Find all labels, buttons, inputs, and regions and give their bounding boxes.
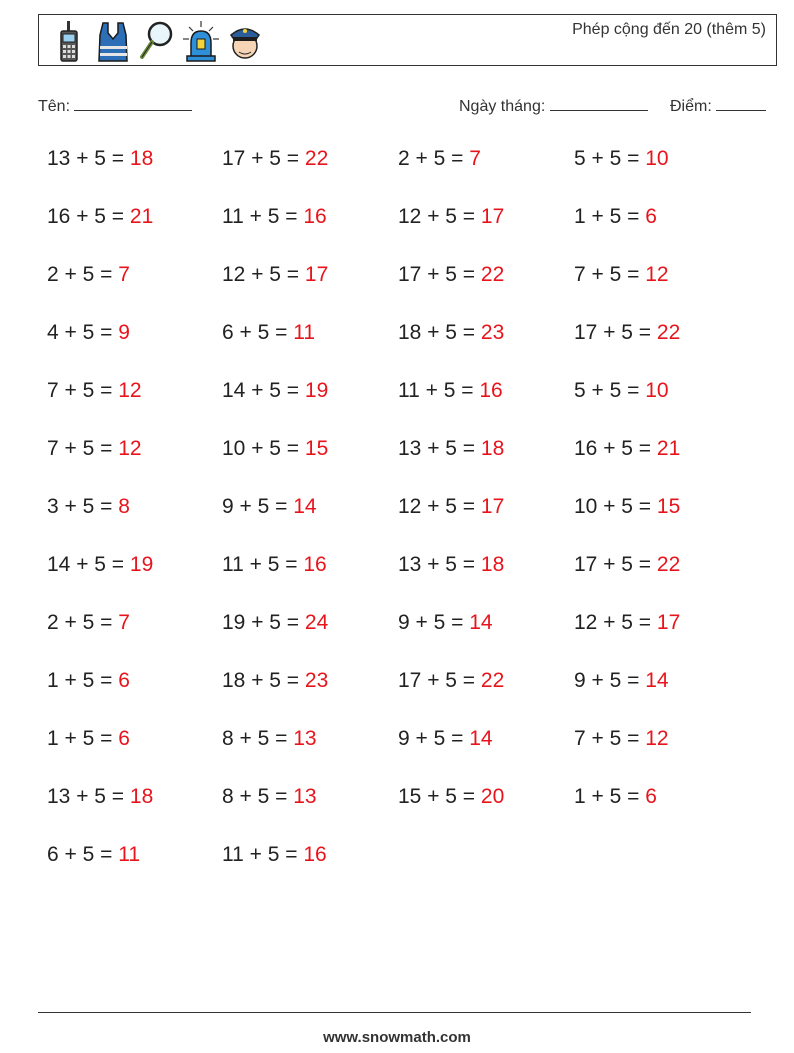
problem-question: 5 + 5 = xyxy=(574,147,640,170)
problem-answer: 22 xyxy=(656,553,681,576)
problem-answer: 16 xyxy=(479,379,503,402)
problem-item xyxy=(47,611,130,635)
problem-question: 11 + 5 = xyxy=(398,379,474,402)
problem-question: 1 + 5 = xyxy=(574,205,640,228)
problem-question: 17 + 5 = xyxy=(398,669,476,692)
score-field xyxy=(670,94,766,116)
date-field xyxy=(459,94,648,116)
problem-answer: 21 xyxy=(656,437,681,460)
problem-answer: 17 xyxy=(656,611,681,634)
police-officer-icon xyxy=(225,19,265,63)
problem-answer: 16 xyxy=(303,843,327,866)
problem-item xyxy=(398,147,481,171)
magnifying-glass-icon xyxy=(137,19,177,63)
footer-url: www.snowmath.com xyxy=(323,1029,471,1046)
problem-question: 10 + 5 = xyxy=(574,495,652,518)
problem-answer: 24 xyxy=(304,611,329,634)
problem-question: 6 + 5 = xyxy=(222,321,288,344)
problem-question: 19 + 5 = xyxy=(222,611,300,634)
worksheet-title: Phép cộng đến 20 (thêm 5) xyxy=(572,21,766,38)
problem-item xyxy=(398,495,504,519)
problem-question: 13 + 5 = xyxy=(398,553,476,576)
problem-answer: 7 xyxy=(118,611,130,634)
problem-answer: 6 xyxy=(118,727,130,750)
problem-question: 15 + 5 = xyxy=(398,785,476,808)
problem-item xyxy=(222,263,328,287)
problem-question: 17 + 5 = xyxy=(398,263,476,286)
problem-item xyxy=(47,843,140,867)
problem-item xyxy=(398,611,493,635)
problem-question: 5 + 5 = xyxy=(574,379,640,402)
problem-answer: 18 xyxy=(129,785,154,808)
problem-answer: 18 xyxy=(480,553,505,576)
problem-question: 9 + 5 = xyxy=(398,611,464,634)
problem-answer: 23 xyxy=(480,321,505,344)
problem-answer: 20 xyxy=(480,785,505,808)
problem-answer: 13 xyxy=(293,727,317,750)
problem-answer: 13 xyxy=(293,785,317,808)
problem-answer: 6 xyxy=(645,785,657,808)
problem-answer: 19 xyxy=(304,379,329,402)
problem-question: 1 + 5 = xyxy=(47,727,113,750)
name-label: Tên: xyxy=(38,98,71,115)
problem-question: 2 + 5 = xyxy=(47,263,113,286)
problem-answer: 14 xyxy=(645,669,669,692)
problem-answer: 12 xyxy=(645,263,669,286)
problem-question: 16 + 5 = xyxy=(574,437,652,460)
problem-question: 17 + 5 = xyxy=(222,147,300,170)
problem-question: 4 + 5 = xyxy=(47,321,113,344)
problem-question: 7 + 5 = xyxy=(47,437,113,460)
icon-strip xyxy=(49,19,265,63)
problem-question: 10 + 5 = xyxy=(222,437,300,460)
problem-answer: 22 xyxy=(656,321,681,344)
problem-answer: 18 xyxy=(129,147,154,170)
problem-question: 9 + 5 = xyxy=(398,727,464,750)
score-label: Điểm: xyxy=(670,98,712,115)
problem-item xyxy=(574,611,680,635)
problem-answer: 11 xyxy=(293,321,316,344)
problem-answer: 23 xyxy=(304,669,329,692)
problem-item xyxy=(574,727,669,751)
problem-item xyxy=(398,727,493,751)
problem-question: 7 + 5 = xyxy=(574,727,640,750)
problem-question: 8 + 5 = xyxy=(222,727,288,750)
worksheet-header xyxy=(38,14,777,66)
problem-item xyxy=(398,553,504,577)
problem-item xyxy=(222,553,327,577)
problem-item xyxy=(574,437,680,461)
problem-answer: 15 xyxy=(304,437,329,460)
problem-item xyxy=(47,553,153,577)
problem-item xyxy=(222,495,317,519)
problem-question: 14 + 5 = xyxy=(47,553,125,576)
problem-item xyxy=(398,379,503,403)
problem-item xyxy=(574,263,669,287)
problem-question: 13 + 5 = xyxy=(47,785,125,808)
problem-question: 13 + 5 = xyxy=(47,147,125,170)
problem-item xyxy=(47,437,142,461)
problem-item xyxy=(47,263,130,287)
problem-answer: 12 xyxy=(118,437,142,460)
problem-item xyxy=(574,785,657,809)
problem-answer: 16 xyxy=(303,205,327,228)
problem-item xyxy=(47,321,130,345)
problem-item xyxy=(222,321,315,345)
problem-answer: 22 xyxy=(304,147,329,170)
problem-answer: 7 xyxy=(469,147,481,170)
problem-answer: 15 xyxy=(656,495,681,518)
problem-item xyxy=(222,785,317,809)
problem-item xyxy=(574,205,657,229)
problem-answer: 10 xyxy=(645,379,669,402)
problem-answer: 22 xyxy=(480,669,505,692)
problem-item xyxy=(47,379,142,403)
problem-question: 8 + 5 = xyxy=(222,785,288,808)
problem-question: 14 + 5 = xyxy=(222,379,300,402)
problem-item xyxy=(222,727,317,751)
date-blank-line[interactable] xyxy=(550,94,648,111)
problem-question: 12 + 5 = xyxy=(574,611,652,634)
problem-answer: 14 xyxy=(293,495,317,518)
problem-answer: 19 xyxy=(129,553,154,576)
problem-item xyxy=(47,495,130,519)
problem-question: 2 + 5 = xyxy=(398,147,464,170)
problem-question: 12 + 5 = xyxy=(398,205,476,228)
problem-answer: 11 xyxy=(118,843,141,866)
problem-item xyxy=(398,785,504,809)
problem-question: 1 + 5 = xyxy=(47,669,113,692)
problem-item xyxy=(222,205,327,229)
problem-question: 18 + 5 = xyxy=(398,321,476,344)
problem-item xyxy=(222,437,328,461)
problem-item xyxy=(47,669,130,693)
name-field xyxy=(38,94,192,116)
problem-question: 9 + 5 = xyxy=(222,495,288,518)
problem-question: 16 + 5 = xyxy=(47,205,125,228)
problem-answer: 9 xyxy=(118,321,130,344)
problem-question: 9 + 5 = xyxy=(574,669,640,692)
problem-answer: 6 xyxy=(645,205,657,228)
problem-answer: 7 xyxy=(118,263,130,286)
footer-divider xyxy=(38,1012,751,1013)
problem-answer: 18 xyxy=(480,437,505,460)
name-blank-line[interactable] xyxy=(74,94,192,111)
problem-item xyxy=(47,785,153,809)
problem-question: 12 + 5 = xyxy=(398,495,476,518)
problem-question: 6 + 5 = xyxy=(47,843,113,866)
problem-question: 11 + 5 = xyxy=(222,205,298,228)
problem-question: 17 + 5 = xyxy=(574,553,652,576)
problem-answer: 17 xyxy=(304,263,329,286)
problem-question: 3 + 5 = xyxy=(47,495,113,518)
problem-item xyxy=(398,263,504,287)
walkie-talkie-icon xyxy=(49,19,89,63)
problem-question: 7 + 5 = xyxy=(47,379,113,402)
score-blank-line[interactable] xyxy=(716,94,766,111)
problem-question: 11 + 5 = xyxy=(222,553,298,576)
problem-item xyxy=(222,843,327,867)
problem-answer: 16 xyxy=(303,553,327,576)
problem-item xyxy=(222,147,328,171)
problem-item xyxy=(574,379,669,403)
problem-question: 13 + 5 = xyxy=(398,437,476,460)
problem-item xyxy=(47,727,130,751)
problem-answer: 17 xyxy=(480,495,505,518)
problem-item xyxy=(222,379,328,403)
problem-item xyxy=(398,321,504,345)
problem-answer: 21 xyxy=(129,205,154,228)
date-label: Ngày tháng: xyxy=(459,98,546,115)
safety-vest-icon xyxy=(93,19,133,63)
problem-question: 18 + 5 = xyxy=(222,669,300,692)
problem-item xyxy=(398,669,504,693)
problem-item xyxy=(47,205,153,229)
problem-item xyxy=(398,437,504,461)
problem-question: 1 + 5 = xyxy=(574,785,640,808)
problem-item xyxy=(222,611,328,635)
problem-answer: 10 xyxy=(645,147,669,170)
problem-answer: 22 xyxy=(480,263,505,286)
problem-answer: 14 xyxy=(469,611,493,634)
problem-item xyxy=(574,669,669,693)
problem-item xyxy=(574,495,680,519)
problem-answer: 12 xyxy=(118,379,142,402)
problem-item xyxy=(47,147,153,171)
problem-answer: 14 xyxy=(469,727,493,750)
problem-item xyxy=(398,205,504,229)
problem-question: 7 + 5 = xyxy=(574,263,640,286)
problem-question: 12 + 5 = xyxy=(222,263,300,286)
problem-item xyxy=(574,553,680,577)
problem-item xyxy=(574,321,680,345)
problem-answer: 6 xyxy=(118,669,130,692)
problem-question: 11 + 5 = xyxy=(222,843,298,866)
problem-answer: 12 xyxy=(645,727,669,750)
problem-question: 17 + 5 = xyxy=(574,321,652,344)
problem-item xyxy=(574,147,669,171)
problem-answer: 17 xyxy=(480,205,505,228)
problem-answer: 8 xyxy=(118,495,130,518)
problem-question: 2 + 5 = xyxy=(47,611,113,634)
problem-item xyxy=(222,669,328,693)
siren-light-icon xyxy=(181,19,221,63)
